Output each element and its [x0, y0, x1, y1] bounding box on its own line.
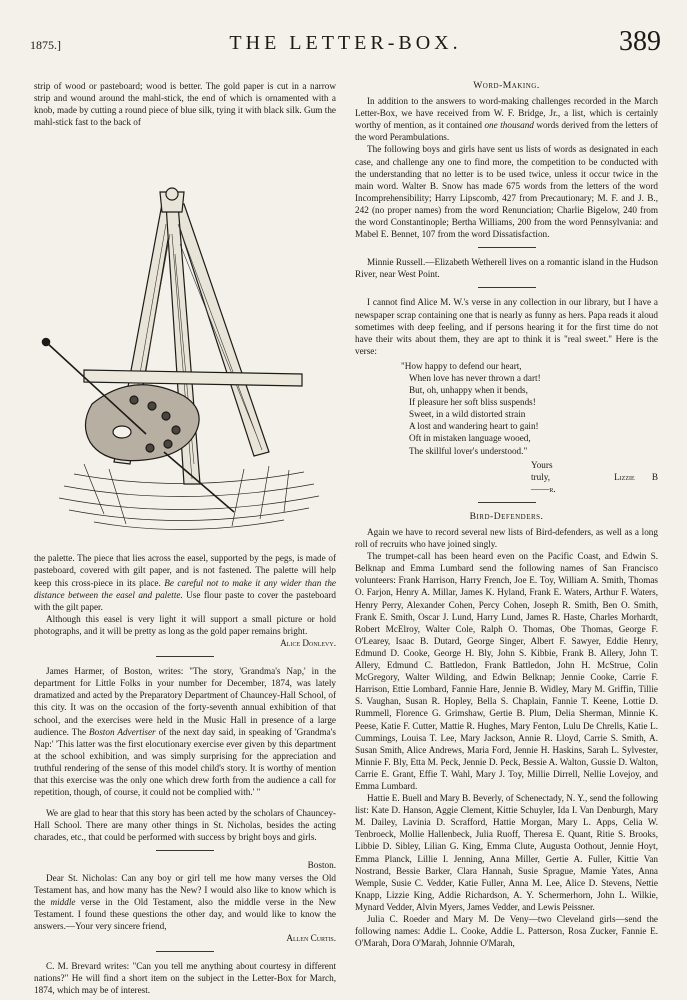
- right-column: [355, 80, 658, 949]
- bird-defenders-paragraph-4: Julia C. Roeder and Mary M. De Veny—two Cleveland girls—send the following names: Addie L. Cooke, Addie L. Patterson, Rosa Zucker, Fannie E. O'Marah, Dora O'Marah, Johnnie O'Marah,: [355, 914, 658, 949]
- curtis-letter-text: Dear St. Nicholas: Can any boy or girl tell me how many verses the Old Testament has, and how many has the New? I would also like to know which is the: [34, 872, 336, 907]
- lizzie-signature: Lizzie B——r.: [531, 471, 658, 494]
- section-divider: [478, 247, 536, 248]
- alice-donlevy-signature: Alice Donlevy.: [280, 638, 336, 649]
- bird-defenders-paragraph-1: Again we have to record several new lists of Bird-defenders, as well as a long roll of recruits who have joined singly.: [355, 527, 658, 550]
- curtis-letter-end: verse in the Old Testament, also the middle verse in the New Testament. I found these questions the other day, and would like to know the answers.—Your very sincere friend,: [34, 896, 336, 931]
- page-header: [30, 22, 661, 62]
- poem-signoff: [531, 459, 658, 495]
- word-making-text: In addition to the answers to word-making challenges recorded in the March Letter-Box, we have received from W. F. Bridge, Jr., a list, which is certainly worthy of mention, as it contained: [355, 96, 658, 131]
- brevard-paragraph: C. M. Brevard writes: "Can you tell me anything about courtesy in different nations?" He will find a short item on the subject in the Letter-Box for March, 1874, which may be of interest.: [34, 961, 336, 996]
- section-divider: [478, 502, 536, 503]
- poem-line: But, oh, unhappy when it bends,: [409, 385, 528, 396]
- bird-defenders-heading: Bird-Defenders.: [469, 510, 544, 522]
- harmer-letter-end: of the next day said, in speaking of 'Grandma's Nap:' 'This latter was the first elocutionary exercise ever given by this department at the school exhibition, and was simply surprising for the appreciation and truthful rendering of the sense of this model child's story. It is worthy of mention that this exercise was the only one which drew forth from the audience a call for repetition, though, of course, it could not be complied with.' ": [34, 726, 336, 798]
- poem-line: When love has never thrown a dart!: [409, 372, 541, 383]
- poem-line: "How happy to defend our heart,: [401, 360, 522, 371]
- left-column: [34, 80, 336, 996]
- harmer-letter: [34, 665, 336, 798]
- palette-paragraph-end: Use flour paste to cover the pasteboard with the gilt paper.: [34, 589, 336, 612]
- harmer-letter-text: James Harmer, of Boston, writes: "The story, 'Grandma's Nap,' in the department for Little Folks in your number for December, 1874, was lately dramatized and acted by the Preparatory Department of Chauncey-Hall School, of this city. It was on the occasion of the forty-seventh annual exhibition of that school, and the exercises were held in the Music Hall in presence of a large audience. The: [34, 666, 336, 737]
- spacer: [34, 798, 336, 807]
- word-making-paragraph-1: [355, 95, 658, 143]
- poem-line: Sweet, in a wild distorted strain: [409, 409, 526, 420]
- one-thousand-emphasis: one thousand: [484, 120, 534, 131]
- word-making-end: words derived from the letters of the word Perambulations.: [355, 120, 658, 143]
- easel-illustration: [34, 134, 336, 542]
- curtis-letter: [34, 872, 336, 932]
- palette-paragraph-emphasis: Be careful not to make it any wider than the distance between the easel and palette.: [34, 577, 336, 600]
- easel-intro-paragraph: strip of wood or pasteboard; wood is better. The gold paper is cut in a narrow strip and wound around the mahl-stick, the end of which is ornamented with a knob, made by cutting a round piece of blue silk, tying it with black silk. Gum the mahl-stick fast to the back of: [34, 81, 336, 128]
- bird-defenders-paragraph-3: Hattie E. Buell and Mary B. Beverly, of Schenectady, N. Y., send the following list: Kate D. Hanson, Aggie Clement, Kittie Schuyler, Ida I. Van Denburgh, Mary M. Dailey, Lavinia D. Scrafford, Hattie Morgan, Mary L. Apps, Celia W. Tenbroeck, Mollie Hallenbeck, Julia Ruoff, Theresa E. Quant, Ritie S. Brooks, Libbie D. Sibley, Lilian G. King, Emma Clute, Augusta Oothout, Jennie Hoyt, Emma Planck, Lillie I. Jenning, Anna Miller, Gertie A. Fuller, Kittie Van Nostrand, Bessie Barker, Clara Hannah, Susie Sprague, Mamie Yates, Anna Wemple, Susie C. Vedder, Katie Fuller, Anna M. Lee, Alice D. Stevens, Nettie Knapp, Lizzie King, Addie Richardson, A. Y. Schermerhorn, John L. Wilkie, Mynard Vedder, Alvin Myers, James Vedder, and Lewis Peissner.: [355, 793, 658, 912]
- minnie-russell-paragraph: Minnie Russell.—Elizabeth Wetherell lives on a romantic island in the Hudson River, near West Point.: [355, 257, 658, 280]
- bird-defenders-paragraph-2: The trumpet-call has been heard even on the Pacific Coast, and Edwin S. Belknap and Emma Lumbard send the following names of San Francisco volunteers: Frank Harrison, Harry French, Joe E. Toy, William A. Smith, Thomas O. Farjon, Henry A. Millar, James K. Hyland, Frank E. Waters, Arthur F. Waters, Henry Perry, Alexander Cohen, Percy Cohen, Joseph R. Smith, Ben O. Smith, Frank E. Smith, Oscar J. Lund, Harry Lund, James R. Haste, Charles Morhardt, Robert McElroy, Walter Cole, Ralph O. Thomas, Obe Thomas, George F. O'Leareу, Isaac B. Dutard, George Singer, Albert F. Sawyer, Eddie Henry, Edmund D. Cooke, George H. Bly, John S. Kibbie, Frank B. Allery, John T. Allery, Edmund C. Battledon, Frank Battledon, John H. McStrue, Colin McGregory, Walter Wilding, and Edwin Belknap; Jennie Cooke, Carrie F. Harrison, Ettie Lombard, Fannie Hare, Jennie B. Widley, Mary M. Griffin, Tillie S. Vaughan, Susan R. Hopley, Bella S. Chaplain, Fannie T. Keene, Lottie D. Rummell, Florence G. Grimshaw, Gertie B. Plum, Delia Sherman, Minnie K. Peese, Katie F. Cutter, Mattie R. Hughes, Mary Fenton, Lulu De Chrells, Katie L. Cummings, Louisa T. Lee, Mary Jackson, Annie R. Lloyd, Carrie S. Smith, A. Susan Smith, Alice Andrews, Maria Ford, Jennie H. Haskins, Sarah L. Sylvester, Minnie F. Bly, Etta M. Peck, Jennie D. Peck, Bessie A. Walton, Gussie D. Walton, Carrie E. Grant, Effie T. Wahl, Mary J. Toy, Millie Dirrell, Nellie Lovejoy, and Emma Lumbard.: [355, 551, 658, 791]
- word-making-heading: Word-Making.: [473, 80, 540, 91]
- poem-line: Oft in mistaken language wooed,: [409, 433, 531, 444]
- header-title: THE LETTER-BOX.: [229, 32, 462, 54]
- easel-closing-paragraph: Although this easel is very light it will support a small picture or hold photographs, and it will be pretty as long as the gold paper remains bright.: [34, 613, 336, 636]
- poem-line: If pleasure her soft bliss suspends!: [409, 397, 536, 408]
- allen-curtis-signature: Allen Curtis.: [286, 933, 336, 943]
- palette-paragraph-text: the palette. The piece that lies across the easel, supported by the pegs, is made of pasteboard, covered with gilt paper, and is not fastened. The palette will help keep this cross-piece in its place.: [34, 553, 336, 588]
- easel-palette-icon: [34, 134, 336, 542]
- middle-emphasis: middle: [50, 896, 76, 907]
- boston-dateline: Boston.: [307, 860, 336, 871]
- palette-paragraph: [34, 552, 336, 612]
- glad-paragraph: We are glad to hear that this story has been acted by the scholars of Chauncey-Hall School. There are many other things in St. Nicholas, besides the acting charades, etc., that could be performed with success by bright boys and girls.: [34, 808, 336, 843]
- boston-advertiser-title: Boston Advertiser: [89, 726, 156, 737]
- lizzie-letter: I cannot find Alice M. W.'s verse in any collection in our library, but I have a newspaper scrap containing one that is nearly as funny as hers. Papa reads it aloud sometimes with deep feeling, and if persons hearing it for the first time do not have their wits about them, they are apt to think it is "real sweet." Here is the verse:: [355, 297, 658, 356]
- poem: [401, 360, 658, 495]
- section-divider: [478, 287, 536, 288]
- page-number: 389: [619, 26, 661, 57]
- poem-line: The skillful lover's understood.": [409, 445, 528, 456]
- section-divider: [156, 951, 214, 952]
- word-making-paragraph-2: The following boys and girls have sent us lists of words as designated in each case, and challenge any one to find more, the competition to be conducted with the understanding that no letter is to be used twice, unless it occur twice in the main word. Walter B. Snow has made 675 words from the letters of the word Incomprehensibility; Harry Lipscomb, 427 from Precautionary; M. F. and J. B., 242 (no proper names) from the word Renunciation; Charlie Bigelow, 240 from the word Constantinople; Bertha Williams, 200 from the word Pennsylvania: and Mabel E. Bennet, 107 from the word Dissatisfaction.: [355, 144, 658, 240]
- poem-closing: Yours truly,: [531, 459, 553, 482]
- section-divider: [156, 850, 214, 851]
- poem-line: A lost and wandering heart to gain!: [409, 421, 539, 432]
- section-divider: [156, 656, 214, 657]
- header-year: 1875.]: [30, 38, 61, 52]
